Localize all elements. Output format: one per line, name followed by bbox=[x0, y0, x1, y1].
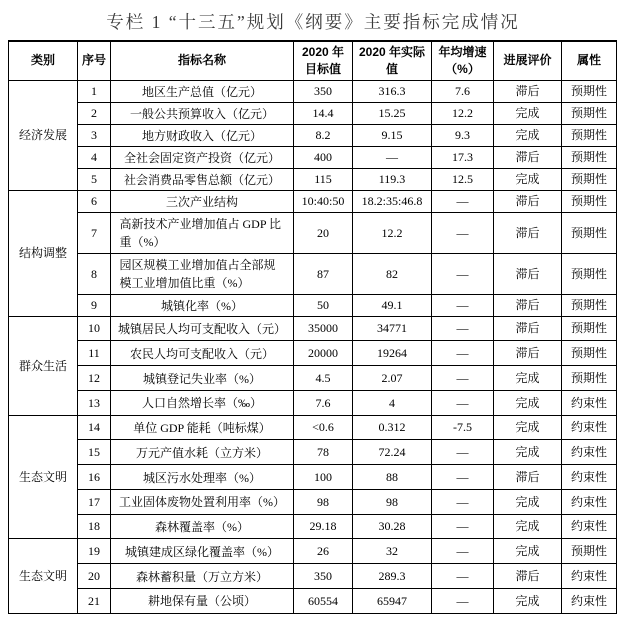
index-cell: 12 bbox=[78, 366, 111, 391]
actual-value-cell: 9.15 bbox=[353, 124, 432, 146]
target-value-cell: 115 bbox=[294, 168, 353, 190]
progress-evaluation-cell: 完成 bbox=[494, 489, 562, 514]
attribute-cell: 约束性 bbox=[562, 489, 617, 514]
annual-growth-cell: 12.5 bbox=[432, 168, 494, 190]
target-value-cell: 8.2 bbox=[294, 124, 353, 146]
attribute-cell: 预期性 bbox=[562, 294, 617, 316]
target-value-cell: 35000 bbox=[294, 316, 353, 341]
header-actual-value: 2020 年实际 值 bbox=[353, 41, 432, 80]
table-row bbox=[9, 168, 617, 190]
indicator-name-cell bbox=[111, 341, 294, 366]
indicator-table bbox=[8, 40, 617, 614]
target-value-cell: 29.18 bbox=[294, 514, 353, 539]
attribute-cell: 预期性 bbox=[562, 190, 617, 212]
annual-growth-cell: 17.3 bbox=[432, 146, 494, 168]
indicator-name-text: 地方财政收入（亿元） bbox=[141, 128, 262, 143]
indicator-name-cell bbox=[111, 415, 294, 440]
target-value-cell: 400 bbox=[294, 146, 353, 168]
target-value-cell: 60554 bbox=[294, 588, 353, 613]
actual-value-cell: 82 bbox=[353, 253, 432, 294]
header-target-value: 2020 年 目标值 bbox=[294, 41, 353, 80]
table-header bbox=[9, 41, 617, 80]
progress-evaluation-cell: 完成 bbox=[494, 588, 562, 613]
indicator-name-cell bbox=[111, 190, 294, 212]
actual-value-cell: 4 bbox=[353, 390, 432, 415]
progress-evaluation-cell: 滞后 bbox=[494, 341, 562, 366]
annual-growth-cell: 12.2 bbox=[432, 102, 494, 124]
table-row bbox=[9, 80, 617, 102]
table-row bbox=[9, 212, 617, 253]
actual-value-cell: 65947 bbox=[353, 588, 432, 613]
actual-value-cell: 30.28 bbox=[353, 514, 432, 539]
indicator-name-cell bbox=[111, 564, 294, 589]
actual-value-cell: 289.3 bbox=[353, 564, 432, 589]
indicator-name-cell bbox=[111, 102, 294, 124]
table-row bbox=[9, 440, 617, 465]
actual-value-cell: 15.25 bbox=[353, 102, 432, 124]
header-row bbox=[9, 41, 617, 80]
indicator-name-cell bbox=[111, 316, 294, 341]
index-cell: 5 bbox=[78, 168, 111, 190]
table-row bbox=[9, 465, 617, 490]
attribute-cell: 预期性 bbox=[562, 539, 617, 564]
target-value-cell: 26 bbox=[294, 539, 353, 564]
table-row bbox=[9, 489, 617, 514]
indicator-name-text: 园区规模工业增加值占全部规模工业增加值比重（%） bbox=[119, 257, 276, 290]
annual-growth-cell: — bbox=[432, 294, 494, 316]
target-value-cell: 350 bbox=[294, 80, 353, 102]
index-cell: 1 bbox=[78, 80, 111, 102]
progress-evaluation-cell: 滞后 bbox=[494, 212, 562, 253]
index-cell: 19 bbox=[78, 539, 111, 564]
table-row bbox=[9, 390, 617, 415]
actual-value-cell: 316.3 bbox=[353, 80, 432, 102]
progress-evaluation-cell: 滞后 bbox=[494, 253, 562, 294]
attribute-cell: 约束性 bbox=[562, 514, 617, 539]
annual-growth-cell: — bbox=[432, 212, 494, 253]
annual-growth-cell: — bbox=[432, 588, 494, 613]
indicator-name-cell bbox=[111, 465, 294, 490]
table-row bbox=[9, 415, 617, 440]
actual-value-cell: 72.24 bbox=[353, 440, 432, 465]
progress-evaluation-cell: 滞后 bbox=[494, 146, 562, 168]
table-row bbox=[9, 102, 617, 124]
progress-evaluation-cell: 滞后 bbox=[494, 190, 562, 212]
indicator-name-text: 单位 GDP 能耗（吨标煤） bbox=[133, 421, 271, 435]
actual-value-cell: 49.1 bbox=[353, 294, 432, 316]
indicator-name-text: 全社会固定资产投资（亿元） bbox=[123, 150, 280, 165]
indicator-name-cell bbox=[111, 80, 294, 102]
progress-evaluation-cell: 完成 bbox=[494, 102, 562, 124]
header-index: 序号 bbox=[78, 41, 111, 80]
progress-evaluation-cell: 滞后 bbox=[494, 465, 562, 490]
indicator-name-text: 农民人均可支配收入（元） bbox=[129, 346, 274, 361]
annual-growth-cell: — bbox=[432, 390, 494, 415]
table-row bbox=[9, 190, 617, 212]
indicator-name-text: 高新技术产业增加值占 GDP 比重（%） bbox=[119, 216, 282, 249]
attribute-cell: 约束性 bbox=[562, 440, 617, 465]
progress-evaluation-cell: 完成 bbox=[494, 390, 562, 415]
attribute-cell: 预期性 bbox=[562, 146, 617, 168]
index-cell: 7 bbox=[78, 212, 111, 253]
index-cell: 4 bbox=[78, 146, 111, 168]
table-row bbox=[9, 588, 617, 613]
attribute-cell: 约束性 bbox=[562, 588, 617, 613]
progress-evaluation-cell: 完成 bbox=[494, 514, 562, 539]
indicator-name-cell bbox=[111, 294, 294, 316]
index-cell: 2 bbox=[78, 102, 111, 124]
table-body bbox=[9, 80, 617, 613]
progress-evaluation-cell: 完成 bbox=[494, 366, 562, 391]
target-value-cell: 100 bbox=[294, 465, 353, 490]
indicator-name-text: 城镇建成区绿化覆盖率（%） bbox=[125, 544, 279, 559]
annual-growth-cell: — bbox=[432, 514, 494, 539]
header-annual-growth: 年均增速 （%） bbox=[432, 41, 494, 80]
indicator-name-text: 地区生产总值（亿元） bbox=[141, 84, 262, 99]
annual-growth-cell: — bbox=[432, 341, 494, 366]
header-attribute: 属性 bbox=[562, 41, 617, 80]
category-cell: 经济发展 bbox=[9, 80, 78, 190]
target-value-cell: 20 bbox=[294, 212, 353, 253]
indicator-name-text: 人口自然增长率（‰） bbox=[141, 396, 262, 411]
actual-value-cell: — bbox=[353, 146, 432, 168]
attribute-cell: 约束性 bbox=[562, 465, 617, 490]
indicator-name-text: 万元产值水耗（立方米） bbox=[135, 445, 268, 460]
attribute-cell: 预期性 bbox=[562, 80, 617, 102]
annual-growth-cell: — bbox=[432, 316, 494, 341]
table-row bbox=[9, 253, 617, 294]
indicator-name-text: 城镇化率（%） bbox=[161, 298, 243, 313]
actual-value-cell: 34771 bbox=[353, 316, 432, 341]
actual-value-cell: 98 bbox=[353, 489, 432, 514]
target-value-cell: 98 bbox=[294, 489, 353, 514]
table-row bbox=[9, 539, 617, 564]
annual-growth-cell: — bbox=[432, 190, 494, 212]
actual-value-cell: 2.07 bbox=[353, 366, 432, 391]
attribute-cell: 预期性 bbox=[562, 341, 617, 366]
annual-growth-cell: 7.6 bbox=[432, 80, 494, 102]
index-cell: 8 bbox=[78, 253, 111, 294]
index-cell: 9 bbox=[78, 294, 111, 316]
indicator-name-cell bbox=[111, 124, 294, 146]
indicator-name-text: 城镇居民人均可支配收入（元） bbox=[117, 322, 286, 336]
actual-value-cell: 12.2 bbox=[353, 212, 432, 253]
category-cell: 结构调整 bbox=[9, 190, 78, 316]
attribute-cell: 预期性 bbox=[562, 253, 617, 294]
attribute-cell: 预期性 bbox=[562, 366, 617, 391]
table-row bbox=[9, 564, 617, 589]
target-value-cell: 14.4 bbox=[294, 102, 353, 124]
table-row bbox=[9, 316, 617, 341]
actual-value-cell: 19264 bbox=[353, 341, 432, 366]
indicator-name-cell bbox=[111, 212, 294, 253]
index-cell: 16 bbox=[78, 465, 111, 490]
category-cell: 生态文明 bbox=[9, 415, 78, 539]
indicator-name-cell bbox=[111, 539, 294, 564]
annual-growth-cell: — bbox=[432, 253, 494, 294]
table-row bbox=[9, 366, 617, 391]
index-cell: 10 bbox=[78, 316, 111, 341]
index-cell: 14 bbox=[78, 415, 111, 440]
progress-evaluation-cell: 完成 bbox=[494, 440, 562, 465]
indicator-name-cell bbox=[111, 390, 294, 415]
target-value-cell: 7.6 bbox=[294, 390, 353, 415]
attribute-cell: 预期性 bbox=[562, 316, 617, 341]
progress-evaluation-cell: 滞后 bbox=[494, 316, 562, 341]
index-cell: 11 bbox=[78, 341, 111, 366]
index-cell: 15 bbox=[78, 440, 111, 465]
index-cell: 20 bbox=[78, 564, 111, 589]
annual-growth-cell: — bbox=[432, 465, 494, 490]
attribute-cell: 约束性 bbox=[562, 415, 617, 440]
indicator-name-text: 森林蓄积量（万立方米） bbox=[135, 569, 268, 584]
progress-evaluation-cell: 完成 bbox=[494, 415, 562, 440]
attribute-cell: 约束性 bbox=[562, 390, 617, 415]
target-value-cell: 87 bbox=[294, 253, 353, 294]
indicator-name-text: 森林覆盖率（%） bbox=[155, 520, 249, 534]
indicator-name-cell bbox=[111, 514, 294, 539]
actual-value-cell: 18.2:35:46.8 bbox=[353, 190, 432, 212]
header-progress-evaluation: 进展评价 bbox=[494, 41, 562, 80]
target-value-cell: 78 bbox=[294, 440, 353, 465]
indicator-name-cell bbox=[111, 588, 294, 613]
actual-value-cell: 0.312 bbox=[353, 415, 432, 440]
actual-value-cell: 119.3 bbox=[353, 168, 432, 190]
annual-growth-cell: -7.5 bbox=[432, 415, 494, 440]
category-cell: 生态文明 bbox=[9, 539, 78, 613]
index-cell: 21 bbox=[78, 588, 111, 613]
indicator-name-text: 三次产业结构 bbox=[165, 194, 238, 209]
attribute-cell: 预期性 bbox=[562, 168, 617, 190]
indicator-name-text: 城镇登记失业率（%） bbox=[143, 371, 261, 386]
attribute-cell: 预期性 bbox=[562, 124, 617, 146]
indicator-name-cell bbox=[111, 366, 294, 391]
target-value-cell: 10:40:50 bbox=[294, 190, 353, 212]
target-value-cell: 350 bbox=[294, 564, 353, 589]
attribute-cell: 预期性 bbox=[562, 102, 617, 124]
indicator-name-text: 耕地保有量（公顷） bbox=[147, 594, 256, 609]
annual-growth-cell: — bbox=[432, 489, 494, 514]
actual-value-cell: 88 bbox=[353, 465, 432, 490]
indicator-name-cell bbox=[111, 168, 294, 190]
actual-value-cell: 32 bbox=[353, 539, 432, 564]
index-cell: 13 bbox=[78, 390, 111, 415]
indicator-name-text: 工业固体废物处置利用率（%） bbox=[119, 495, 285, 510]
progress-evaluation-cell: 完成 bbox=[494, 168, 562, 190]
progress-evaluation-cell: 滞后 bbox=[494, 564, 562, 589]
annual-growth-cell: 9.3 bbox=[432, 124, 494, 146]
indicator-name-cell bbox=[111, 489, 294, 514]
index-cell: 17 bbox=[78, 489, 111, 514]
annual-growth-cell: — bbox=[432, 366, 494, 391]
table-row bbox=[9, 294, 617, 316]
target-value-cell: 50 bbox=[294, 294, 353, 316]
indicator-name-text: 一般公共预算收入（亿元） bbox=[129, 106, 274, 121]
header-indicator-name: 指标名称 bbox=[111, 41, 294, 80]
progress-evaluation-cell: 完成 bbox=[494, 124, 562, 146]
progress-evaluation-cell: 滞后 bbox=[494, 294, 562, 316]
annual-growth-cell: — bbox=[432, 539, 494, 564]
indicator-name-text: 城区污水处理率（%） bbox=[143, 470, 261, 485]
attribute-cell: 预期性 bbox=[562, 212, 617, 253]
attribute-cell: 约束性 bbox=[562, 564, 617, 589]
index-cell: 18 bbox=[78, 514, 111, 539]
category-cell: 群众生活 bbox=[9, 316, 78, 415]
page-title: 专栏 1 “十三五”规划《纲要》主要指标完成情况 bbox=[106, 12, 520, 32]
table-row bbox=[9, 146, 617, 168]
annual-growth-cell: — bbox=[432, 440, 494, 465]
progress-evaluation-cell: 完成 bbox=[494, 539, 562, 564]
index-cell: 6 bbox=[78, 190, 111, 212]
target-value-cell: 20000 bbox=[294, 341, 353, 366]
target-value-cell: 4.5 bbox=[294, 366, 353, 391]
table-row bbox=[9, 514, 617, 539]
indicator-name-cell bbox=[111, 253, 294, 294]
header-category: 类别 bbox=[9, 41, 78, 80]
progress-evaluation-cell: 滞后 bbox=[494, 80, 562, 102]
table-row bbox=[9, 124, 617, 146]
indicator-name-text: 社会消费品零售总额（亿元） bbox=[123, 172, 280, 187]
annual-growth-cell: — bbox=[432, 564, 494, 589]
target-value-cell: <0.6 bbox=[294, 415, 353, 440]
index-cell: 3 bbox=[78, 124, 111, 146]
indicator-name-cell bbox=[111, 146, 294, 168]
indicator-name-cell bbox=[111, 440, 294, 465]
table-row bbox=[9, 341, 617, 366]
